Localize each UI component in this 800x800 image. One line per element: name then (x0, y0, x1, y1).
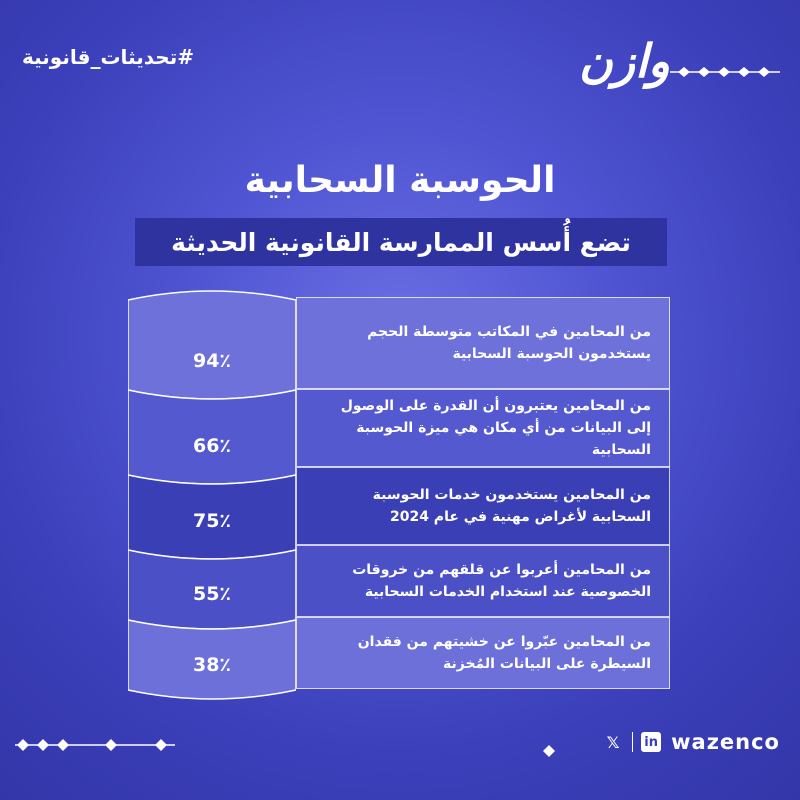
footer-divider (632, 732, 633, 752)
brand-logo: وازن (579, 34, 670, 88)
stat-percent-1: 94٪ (192, 350, 232, 372)
decorative-footer-diamond-icon (540, 744, 560, 758)
stat-text-5: من المحامين عبّروا عن خشيتهم من فقدان السيطرة على البيانات المُخزنة (357, 634, 651, 672)
page-title: الحوسبة السحابية (244, 160, 556, 201)
stat-text-4: من المحامين أعربوا عن قلقهم من خروقات الخصوصية عند استخدام الخدمات السحابية (352, 562, 651, 600)
linkedin-icon[interactable]: in (641, 732, 661, 752)
stat-row-1 (296, 297, 670, 389)
subtitle-text: تضع أُسس الممارسة القانونية الحديثة (171, 227, 631, 257)
brand-logo-area (560, 30, 780, 100)
stat-percent-5: 38٪ (192, 654, 232, 676)
stat-percent-3: 75٪ (192, 510, 232, 532)
stat-percent-2: 66٪ (192, 435, 232, 457)
stat-text-2: من المحامين يعتبرون أن القدرة على الوصول إلى البيانات من أي مكان هي ميزة الحوسبة السحابية (340, 398, 651, 458)
hashtag: #تحديثات_قانونية (22, 45, 194, 69)
stat-text-3: من المحامين يستخدمون خدمات الحوسبة السحابية لأغراض مهنية في عام 2024 (372, 487, 651, 525)
cylinder-segment-1 (128, 291, 296, 399)
decorative-line-icon (670, 66, 780, 78)
stat-row-5 (296, 617, 670, 689)
stat-percent-4: 55٪ (192, 583, 232, 605)
subtitle-banner (135, 218, 667, 266)
decorative-diamond-line-icon (15, 738, 175, 752)
stat-row-2 (296, 389, 670, 467)
stat-row-4 (296, 545, 670, 617)
x-icon[interactable]: 𝕏 (606, 732, 620, 752)
footer-social (602, 730, 780, 754)
footer-brand-name: wazenco (671, 730, 780, 754)
stat-row-3 (296, 467, 670, 545)
stat-text-1: من المحامين في المكاتب متوسطة الحجم يستخدمون الحوسبة السحابية (367, 324, 651, 362)
stats-cylinder (128, 290, 296, 710)
